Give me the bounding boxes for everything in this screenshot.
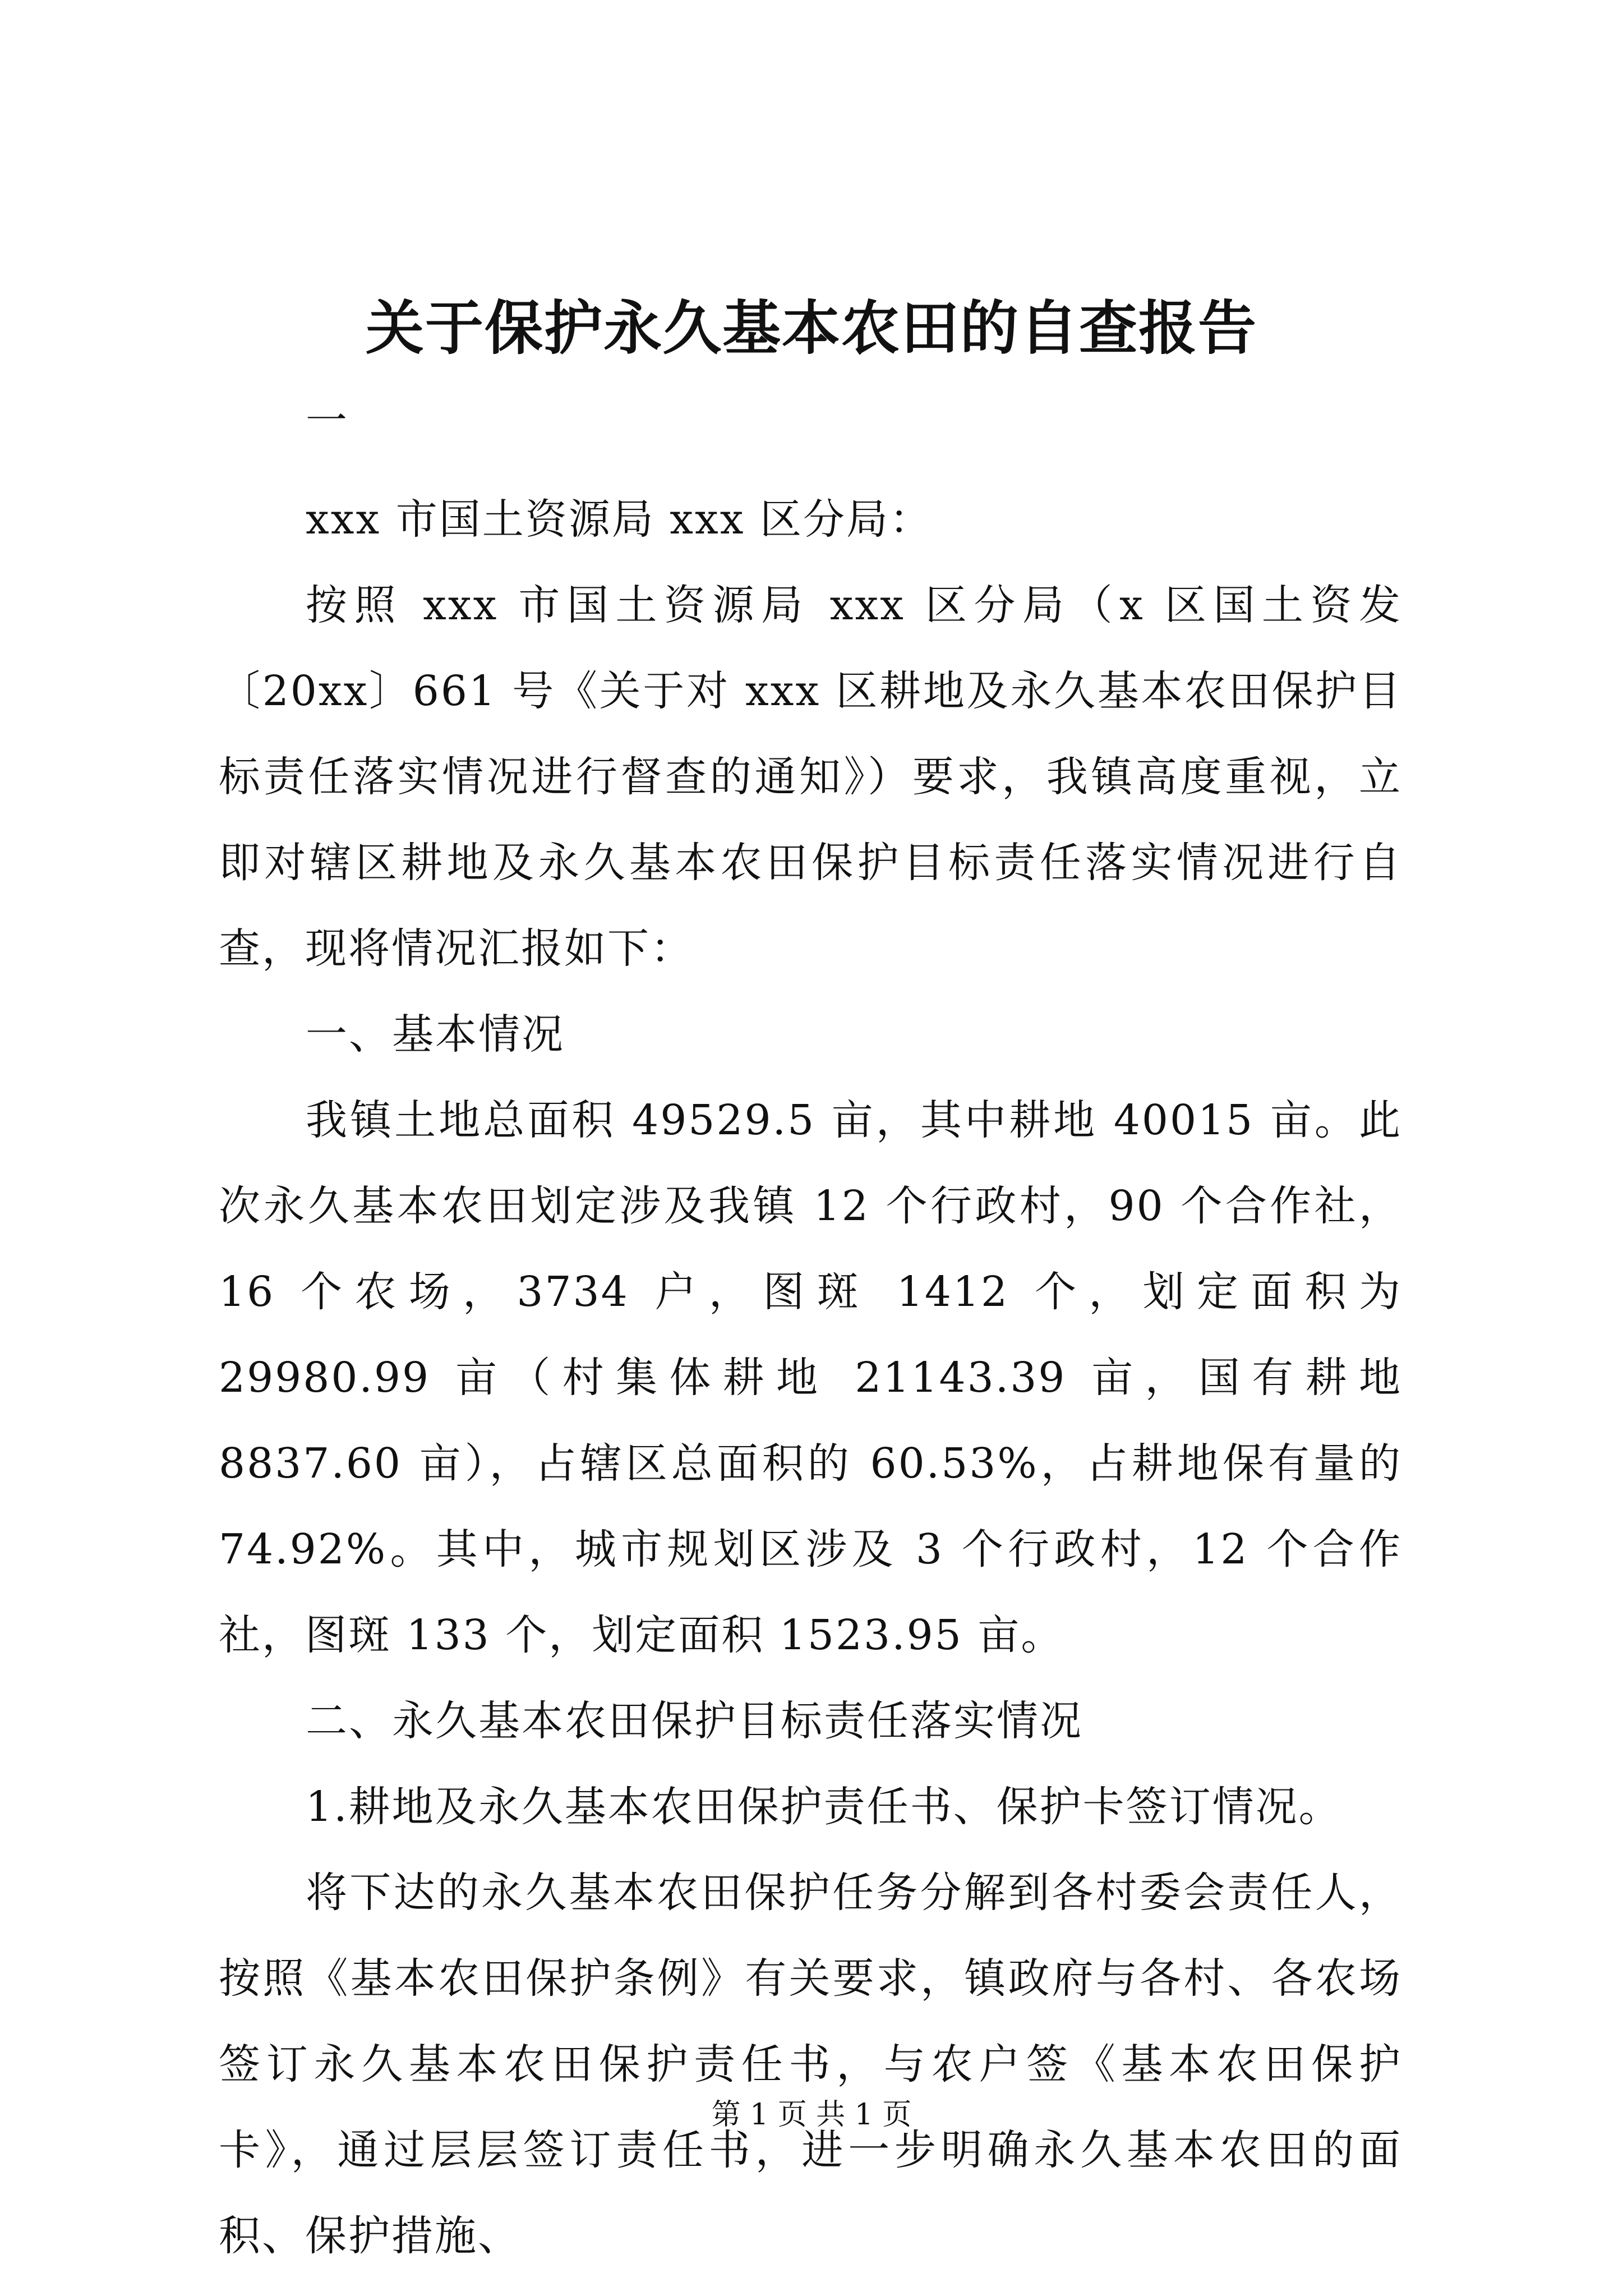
section-marker: 一 [306, 397, 347, 445]
body-paragraph: 我镇土地总面积 49529.5 亩，其中耕地 40015 亩。此次永久基本农田划定涉及我镇 12 个行政村，90 个合作社，16 个农场，3734 户，图斑 1412 个，划定面积为 29980.99 亩（村集体耕地 21143.39 亩，国有耕地 8837.60 亩），占辖区总面积的 60.53%，占耕地保有量的 74.92%。其中，城市规划区涉及 3 个行政村，12 个合作社，图斑 133 个，划定面积 1523.95 亩。 [219, 1096, 1402, 1659]
subsection-heading: 1.耕地及永久基本农田保护责任书、保护卡签订情况。 [306, 1783, 1342, 1831]
page-footer: 第 1 页 共 1 页 [711, 2098, 912, 2132]
section-heading: 一、基本情况 [306, 1010, 565, 1059]
body-paragraph: 将下达的永久基本农田保护任务分解到各村委会责任人，按照《基本农田保护条例》有关要求，镇政府与各村、各农场签订永久基本农田保护责任书，与农户签《基本农田保护卡》，通过层层签订责任书，进一步明确永久基本农田的面积、保护措施、 [219, 1869, 1402, 2260]
section-heading: 二、永久基本农田保护目标责任落实情况 [306, 1697, 1083, 1745]
document-title: 关于保护永久基本农田的自查报告 [365, 293, 1257, 362]
document-body [219, 477, 1402, 2279]
body-paragraph: 按照 xxx 市国土资源局 xxx 区分局（x 区国土资发〔20xx〕661 号《关于对 xxx 区耕地及永久基本农田保护目标责任落实情况进行督查的通知》）要求，我镇高度重视，立即对辖区耕地及永久基本农田保护目标责任落实情况进行自查，现将情况汇报如下： [219, 581, 1402, 973]
addressee: xxx 市国土资源局 xxx 区分局： [306, 495, 933, 544]
